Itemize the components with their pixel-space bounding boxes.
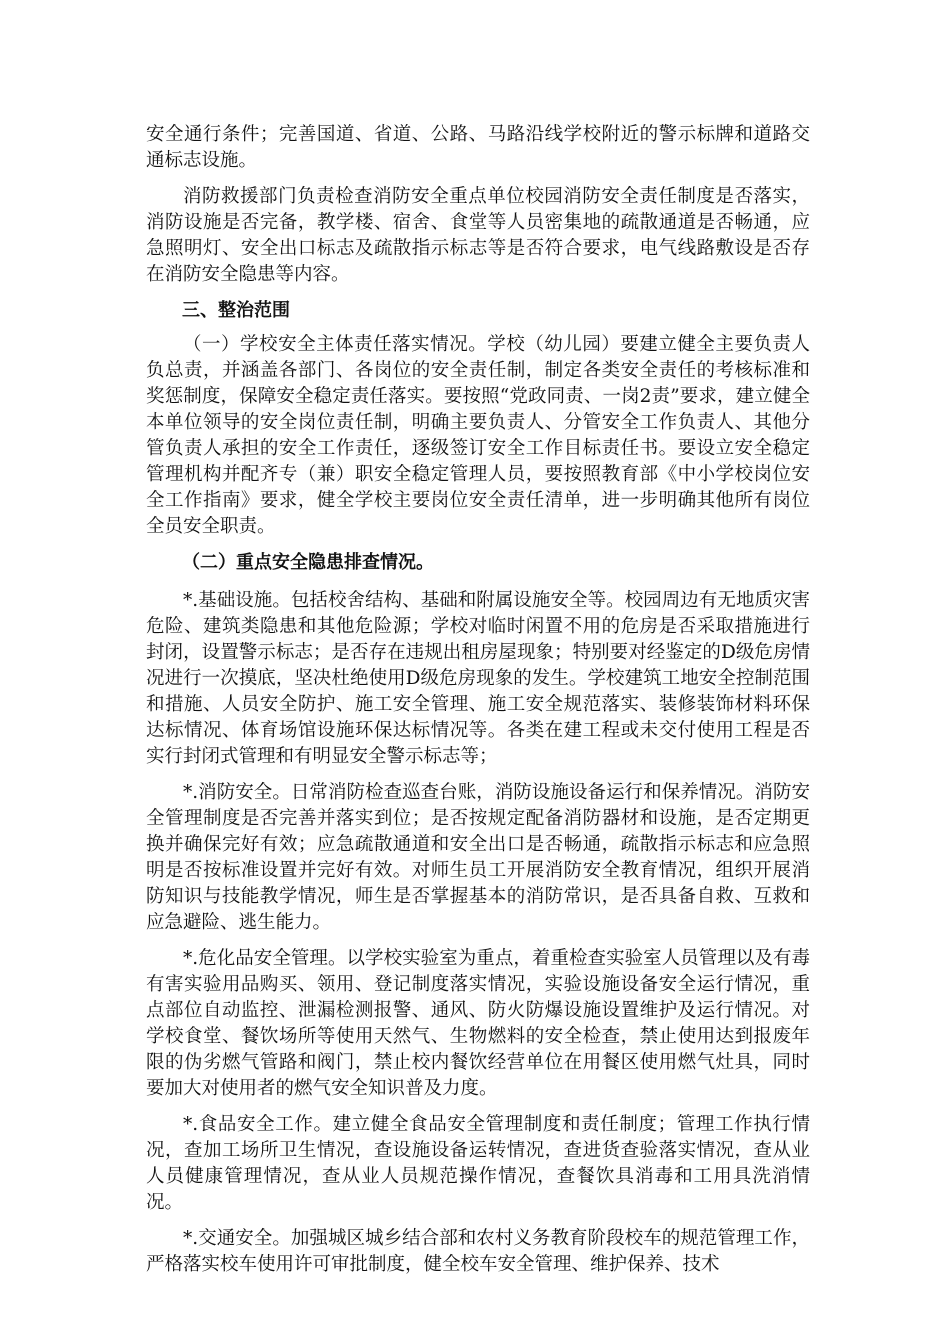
paragraph-infrastructure: *.基础设施。包括校舍结构、基础和附属设施安全等。校园周边有无地质灾害危险、建筑类隐患和其他危险源；学校对临时闲置不用的危房是否采取措施进行封闭，设置警示标志；是否存在违规出租房屋现象；特别要对经鉴定的D级危房情况进行一次摸底，坚决杜绝使用D级危房现象的发生。学校建筑工地安全控制范围和措施、人员安全防护、施工安全管理、施工安全规范落实、装修装饰材料环保达标情况、体育场馆设施环保达标情况等。各类在建工程或未交付使用工程是否实行封闭式管理和有明显安全警示标志等； bbox=[146, 590, 810, 767]
paragraph-school-responsibility: （一）学校安全主体责任落实情况。学校（幼儿园）要建立健全主要负责人负总责，并涵盖各部门、各岗位的安全责任制，制定各类安全责任的考核标准和奖惩制度，保障安全稳定责任落实。要按照“党政同责、一岗2责”要求，建立健全本单位领导的安全岗位责任制，明确主要负责人、分管安全工作负责人、其他分管负责人承担的安全工作责任，逐级签订安全工作目标责任书。要设立安全稳定管理机构并配齐专（兼）职安全稳定管理人员，要按照教育部《中小学校岗位安全工作指南》要求，健全学校主要岗位安全责任清单，进一步明确其他所有岗位全员安全职责。 bbox=[146, 334, 810, 537]
paragraph-food-safety: *.食品安全工作。建立健全食品安全管理制度和责任制度；管理工作执行情况，查加工场所卫生情况，查设施设备运转情况，查进货查验落实情况，查从业人员健康管理情况，查从业人员规范操作情况，查餐饮具消毒和工用具洗消情况。 bbox=[146, 1114, 810, 1213]
paragraph-hazardous-chemicals: *.危化品安全管理。以学校实验室为重点，着重检查实验室人员管理以及有毒有害实验用品购买、领用、登记制度落实情况，实验设施设备安全运行情况，重点部位自动监控、泄漏检测报警、通风、防火防爆设施设置维护及运行情况。对学校食堂、餐饮场所等使用天然气、生物燃料的安全检查，禁止使用达到报废年限的伪劣燃气管路和阀门，禁止校内餐饮经营单位在用餐区使用燃气灶具，同时要加大对使用者的燃气安全知识普及力度。 bbox=[146, 948, 810, 1099]
paragraph-fire-safety: *.消防安全。日常消防检查巡查台账，消防设施设备运行和保养情况。消防安全管理制度是否完善并落实到位；是否按规定配备消防器材和设施，是否定期更换并确保完好有效；应急疏散通道和安全出口是否畅通，疏散指示标志和应急照明是否按标准设置并完好有效。对师生员工开展消防安全教育情况，组织开展消防知识与技能教学情况，师生是否掌握基本的消防常识，是否具备自救、互救和应急避险、逃生能力。 bbox=[146, 782, 810, 933]
document-page bbox=[146, 122, 810, 1288]
paragraph-continuation: 安全通行条件；完善国道、省道、公路、马路沿线学校附近的警示标牌和道路交通标志设施。 bbox=[146, 124, 810, 171]
subheading-hazard-inspection: （二）重点安全隐患排查情况。 bbox=[182, 552, 434, 573]
paragraph-traffic-safety: *.交通安全。加强城区城乡结合部和农村义务教育阶段校车的规范管理工作，严格落实校车使用许可审批制度，健全校车安全管理、维护保养、技术 bbox=[146, 1228, 810, 1275]
paragraph-fire-rescue: 消防救援部门负责检查消防安全重点单位校园消防安全责任制度是否落实，消防设施是否完备，教学楼、宿舍、食堂等人员密集地的疏散通道是否畅通，应急照明灯、安全出口标志及疏散指示标志等是否符合要求，电气线路敷设是否存在消防安全隐患等内容。 bbox=[146, 186, 810, 285]
section-heading-scope: 三、整治范围 bbox=[182, 300, 290, 321]
